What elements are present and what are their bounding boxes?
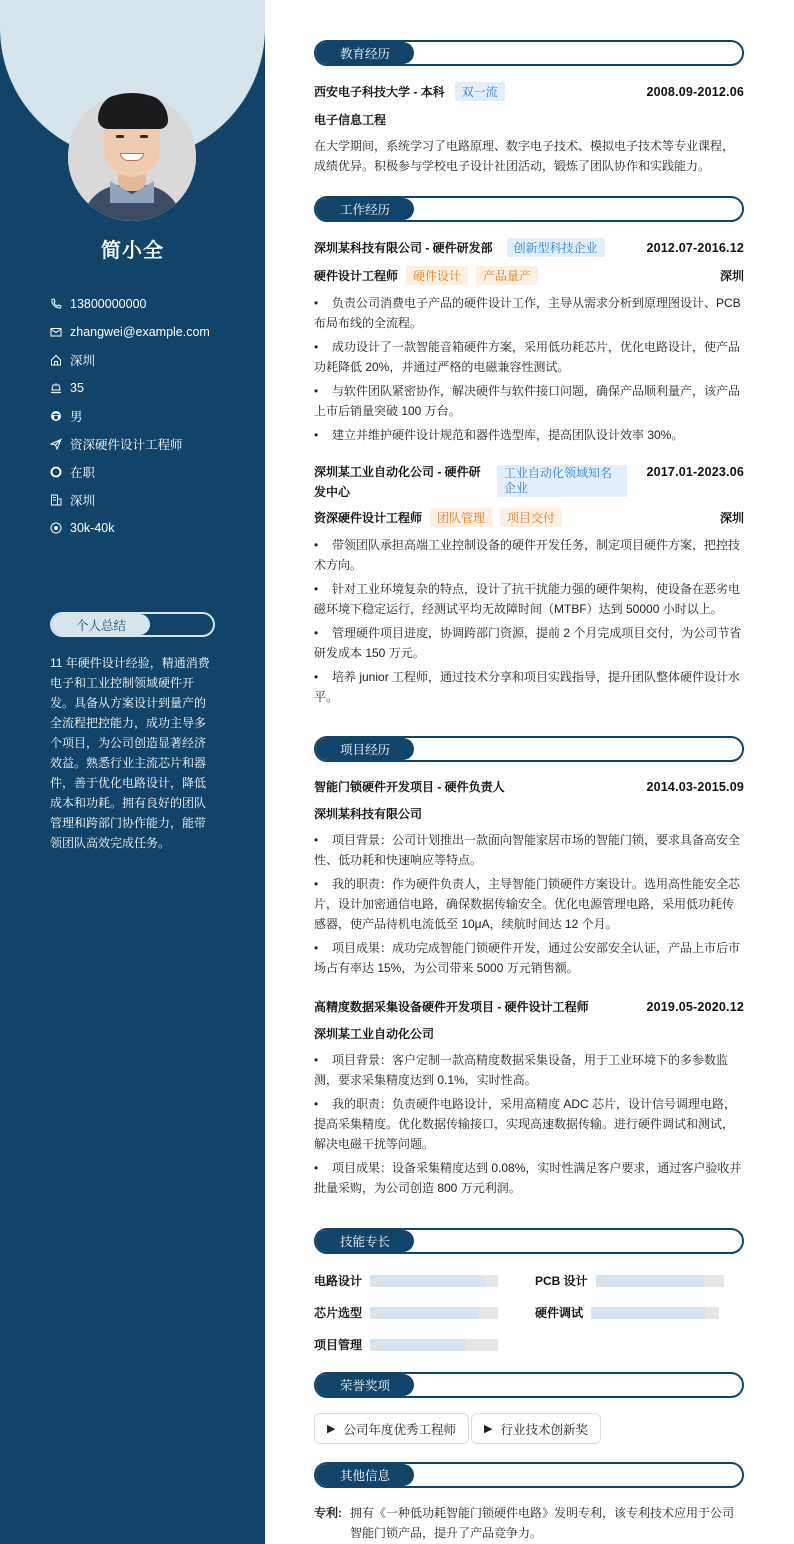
contact-list: [50, 290, 210, 542]
summary-title: 个人总结: [52, 614, 150, 635]
skill-item: 芯片选型: [314, 1304, 498, 1321]
skill-tag: 产品量产: [476, 266, 538, 285]
summary-text: 11 年硬件设计经验，精通消费电子和工业控制领域硬件开发。具备从方案设计到量产的全流程把控能力，成功主导多个项目，为公司创造显著经济效益。熟悉行业主流芯片和器件，善于优化电路设计，降低成本和功耗。拥有良好的团队管理和跨部门协作能力，能带领团队高效完成任务。: [50, 656, 210, 850]
salary-icon: [50, 522, 62, 534]
list-item: •我的职责：作为硬件负责人，主导智能门锁硬件方案设计。选用高性能安全芯片，设计加密通信电路，确保数据传输安全。优化电源管理电路，采用低功耗传感器，使产品待机电流低至 10μA，续航时间达 12 个月。: [314, 874, 744, 934]
summary-section-header: [50, 612, 215, 637]
job-city: 深圳: [719, 269, 744, 283]
projects-section-header: [314, 736, 744, 762]
list-item: •我的职责：负责硬件电路设计，采用高精度 ADC 芯片，设计信号调理电路，提高采集精度。优化数据传输接口，实现高速数据传输。进行硬件调试和测试，解决电磁干扰等问题。: [314, 1094, 744, 1154]
sidebar: [0, 0, 265, 1544]
list-item: •针对工业环境复杂的特点，设计了抗干扰能力强的硬件架构，使设备在恶劣电磁环境下稳定运行，经测试平均无故障时间（MTBF）达到 50000 小时以上。: [314, 579, 744, 619]
job-company: 深圳某工业自动化公司 - 硬件研发中心: [314, 465, 481, 499]
list-item: •项目背景：公司计划推出一款面向智能家居市场的智能门锁，要求具备高安全性、低功耗和快速响应等特点。: [314, 830, 744, 870]
job-role: 资深硬件设计工程师: [314, 511, 423, 525]
list-item: •与软件团队紧密协作，解决硬件与软件接口问题，确保产品顺利量产，该产品上市后销量突破 100 万台。: [314, 381, 744, 421]
other-section-header: [314, 1462, 744, 1488]
education-entry: [314, 82, 744, 176]
education-section-header: [314, 40, 744, 66]
contact-status: 在职: [50, 458, 210, 486]
project-company: 深圳某科技有限公司: [314, 807, 423, 821]
building-icon: [50, 494, 62, 506]
list-item: •成功设计了一款智能音箱硬件方案，采用低功耗芯片，优化电路设计，使产品功耗降低 20%，并通过严格的电磁兼容性测试。: [314, 337, 744, 377]
school-name: 西安电子科技大学 - 本科: [314, 85, 445, 99]
list-item: •建立并维护硬件设计规范和器件选型库，提高团队设计效率 30%。: [314, 425, 744, 445]
other-title: 其他信息: [316, 1464, 414, 1486]
project-date: 2014.03-2015.09: [646, 779, 744, 794]
award-item: ▶ 公司年度优秀工程师: [314, 1413, 469, 1444]
project-entry: [314, 998, 744, 1202]
phone-icon: [50, 298, 62, 310]
project-bullets: [314, 1050, 744, 1198]
list-item: •负责公司消费电子产品的硬件设计工作，主导从需求分析到原理图设计、PCB 布局布线的全流程。: [314, 293, 744, 333]
project-date: 2019.05-2020.12: [646, 999, 744, 1014]
skill-tag: 硬件设计: [406, 266, 468, 285]
job-bullets: [314, 535, 744, 707]
status-icon: [50, 466, 62, 478]
job-date: 2012.07-2016.12: [646, 240, 744, 255]
send-icon: [50, 438, 62, 450]
avatar: [68, 93, 196, 221]
contact-age: 35: [50, 374, 210, 402]
skill-bar: [370, 1275, 498, 1287]
company-tag: 创新型科技企业: [507, 238, 605, 257]
project-entry: [314, 778, 744, 982]
contact-home: 深圳: [50, 346, 210, 374]
contact-email: zhangwei@example.com: [50, 318, 210, 346]
skill-bar: [591, 1307, 719, 1319]
awards-title: 荣誉奖项: [316, 1374, 414, 1396]
award-item: ▶ 行业技术创新奖: [471, 1413, 601, 1444]
skill-tag: 项目交付: [500, 508, 562, 527]
gender-icon: [50, 410, 62, 422]
school-tag: 双一流: [455, 82, 505, 101]
list-item: •培养 junior 工程师，通过技术分享和项目实践指导，提升团队整体硬件设计水平。: [314, 667, 744, 707]
list-item: •项目成果：成功完成智能门锁硬件开发，通过公安部安全认证，产品上市后市场占有率达 15%，为公司带来 5000 万元销售额。: [314, 938, 744, 978]
project-bullets: [314, 830, 744, 978]
list-item: •管理硬件项目进度，协调跨部门资源，提前 2 个月完成项目交付，为公司节省研发成本 150 万元。: [314, 623, 744, 663]
project-name: 高精度数据采集设备硬件开发项目 - 硬件设计工程师: [314, 1000, 589, 1014]
patent-text: 拥有《一种低功耗智能门锁硬件电路》发明专利，该专利技术应用于公司智能门锁产品，提升了产品竞争力。: [350, 1506, 735, 1540]
contact-salary: 30k-40k: [50, 514, 210, 542]
triangle-right-icon: ▶: [327, 1423, 336, 1435]
mail-icon: [50, 326, 62, 338]
list-item: •项目背景：客户定制一款高精度数据采集设备，用于工业环境下的多参数监测，要求采集精度达到 0.1%，实时性高。: [314, 1050, 744, 1090]
project-name: 智能门锁硬件开发项目 - 硬件负责人: [314, 780, 505, 794]
awards-section-header: [314, 1372, 744, 1398]
candidate-name: 简小全: [101, 240, 164, 262]
project-company: 深圳某工业自动化公司: [314, 1027, 435, 1041]
major: 电子信息工程: [314, 113, 387, 127]
job-role: 硬件设计工程师: [314, 269, 399, 283]
skills-title: 技能专长: [316, 1230, 414, 1252]
job-bullets: [314, 293, 744, 445]
contact-position: 资深硬件设计工程师: [50, 430, 210, 458]
job-city: 深圳: [719, 511, 744, 525]
work-section-header: [314, 196, 744, 222]
contact-city: 深圳: [50, 486, 210, 514]
education-title: 教育经历: [316, 42, 414, 64]
job-company: 深圳某科技有限公司 - 硬件研发部: [314, 241, 493, 255]
skill-bar: [596, 1275, 724, 1287]
skill-item: 项目管理: [314, 1336, 498, 1353]
education-date: 2008.09-2012.06: [646, 84, 744, 99]
triangle-right-icon: ▶: [484, 1423, 493, 1435]
skill-bar: [370, 1307, 498, 1319]
list-item: •带领团队承担高端工业控制设备的硬件开发任务，制定项目硬件方案，把控技术方向。: [314, 535, 744, 575]
job-entry: [314, 238, 744, 449]
education-desc: 在大学期间，系统学习了电路原理、数字电子技术、模拟电子技术等专业课程，成绩优异。积极参与学校电子设计社团活动，锻炼了团队协作和实践能力。: [314, 139, 735, 173]
skill-tag: 团队管理: [430, 508, 492, 527]
contact-phone: 13800000000: [50, 290, 210, 318]
patent-label: 专利:: [314, 1506, 342, 1520]
projects-title: 项目经历: [316, 738, 414, 760]
contact-gender: 男: [50, 402, 210, 430]
skills-section-header: [314, 1228, 744, 1254]
skill-item: PCB 设计: [535, 1272, 724, 1289]
job-date: 2017.01-2023.06: [646, 465, 744, 479]
list-item: •项目成果：设备采集精度达到 0.08%，实时性满足客户要求，通过客户验收并批量采购，为公司创造 800 万元利润。: [314, 1158, 744, 1198]
work-title: 工作经历: [316, 198, 414, 220]
skill-bar: [370, 1339, 498, 1351]
age-icon: [50, 382, 62, 394]
home-icon: [50, 354, 62, 366]
job-entry: [314, 462, 744, 711]
patent-info: [314, 1503, 744, 1543]
skill-item: 电路设计: [314, 1272, 498, 1289]
company-tag: 工业自动化领域知名企业: [497, 465, 627, 497]
skill-item: 硬件调试: [535, 1304, 719, 1321]
